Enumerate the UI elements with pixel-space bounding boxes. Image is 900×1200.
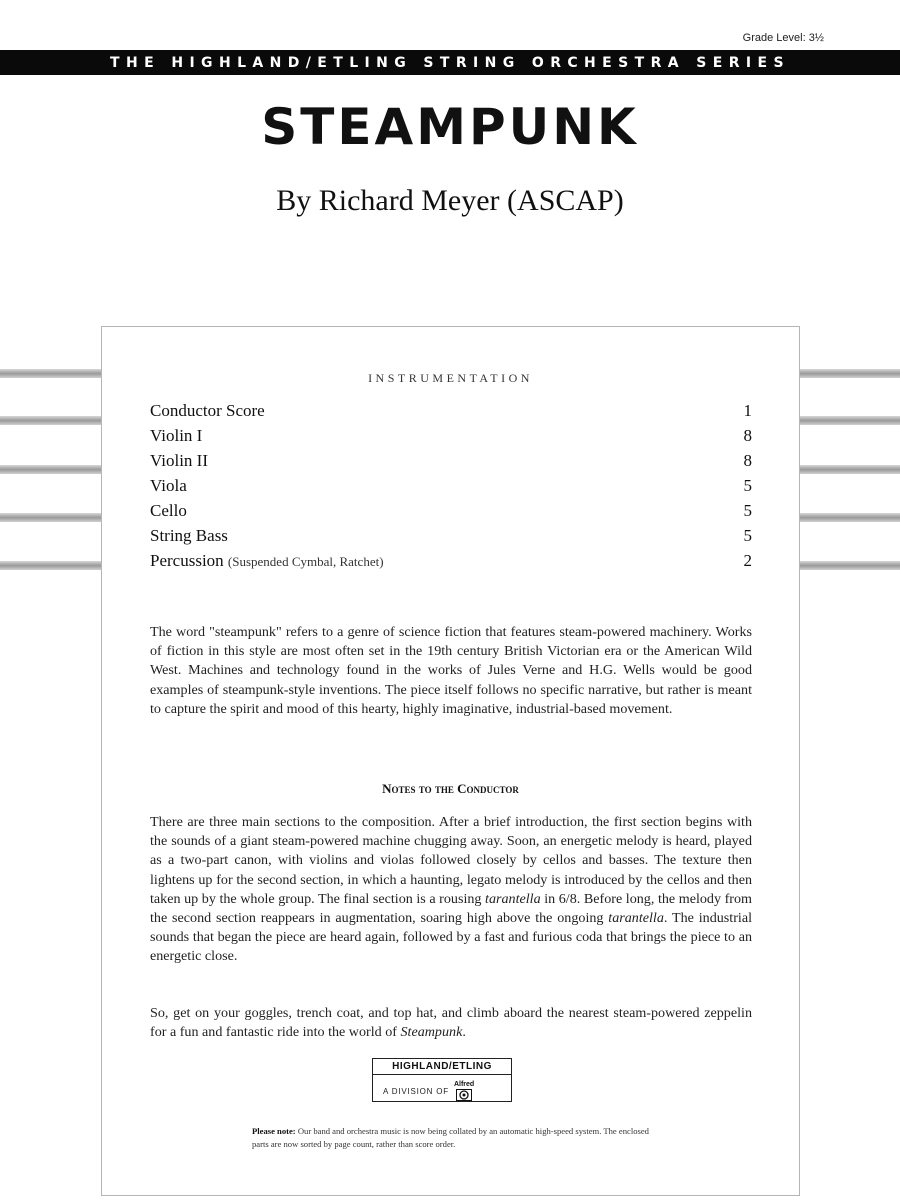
content-panel [101, 326, 800, 1196]
description-paragraph: The word "steampunk" refers to a genre of science fiction that features steam-powered machinery. Works of fiction in this style are most often set in the 19th century British Victorian era or the American Wild West. Machines and technology found in the works of Jules Verne and H.G. Wells would be good examples of steampunk-style inventions. The piece itself follows no specific narrative, but rather is meant to capture the spirit and mood of this hearty, highly imaginative, industrial-based movement. [150, 624, 752, 717]
grade-level: Grade Level: 3½ [742, 32, 824, 44]
instrument-detail: (Suspended Cymbal, Ratchet) [227, 554, 384, 569]
alfred-logo-icon: Alfred [454, 1081, 474, 1101]
collation-note: Please note: Our band and orchestra music is now being collated by an automatic high-speed system. The enclosed parts are now sorted by page count, rather than score order. [252, 1126, 649, 1149]
instrument-name: Conductor Score [150, 401, 265, 420]
instrument-row [150, 401, 752, 426]
instrument-row [150, 501, 752, 526]
staff-line-decoration [800, 369, 900, 378]
instrument-count: 8 [743, 451, 752, 470]
staff-line-decoration [0, 465, 102, 474]
staff-line-decoration [800, 513, 900, 522]
instrument-row [150, 551, 752, 576]
composer-byline: By Richard Meyer (ASCAP) [276, 184, 624, 217]
series-banner: THE HIGHLAND/ETLING STRING ORCHESTRA SERIES [0, 50, 900, 75]
instrument-count: 5 [743, 501, 752, 520]
notes-paragraph: There are three main sections to the composition. After a brief introduction, the first section begins with the sounds of a giant steam-powered machine chugging away. Soon, an energetic melody is heard, played as a two-part canon, with violins and violas followed closely by cellos and basses. The texture then lightens up for the second section, in which a haunting, legato melody is introduced by the cellos and then taken up by the whole group. The final section is a rousing tarantella in 6/8. Before long, the melody from the second section reappears in augmentation, soaring high above the ongoing tarantella. The industrial sounds that began the piece are heard again, followed by a fast and furious coda that brings the piece to an energetic close. [150, 814, 752, 965]
instrument-row [150, 426, 752, 451]
staff-line-decoration [0, 513, 102, 522]
instrument-count: 8 [743, 426, 752, 445]
instrument-row [150, 451, 752, 476]
piece-title: STEAMPUNK [261, 98, 639, 156]
instrument-name: Violin I [150, 426, 203, 445]
instrument-row [150, 526, 752, 551]
instrumentation-heading: INSTRUMENTATION [368, 371, 533, 385]
instrument-row [150, 476, 752, 501]
instrument-count: 5 [743, 526, 752, 545]
instrument-name: String Bass [150, 526, 228, 545]
staff-line-decoration [800, 465, 900, 474]
instrument-count: 5 [743, 476, 752, 495]
notes-heading: Notes to the Conductor [382, 781, 519, 796]
staff-line-decoration [800, 416, 900, 425]
instrument-name: Percussion (Suspended Cymbal, Ratchet) [150, 551, 384, 570]
instrument-name: Viola [150, 476, 187, 495]
staff-line-decoration [800, 561, 900, 570]
publisher-logo: HIGHLAND/ETLING A DIVISION OF Alfred [372, 1058, 512, 1102]
instrumentation-list [150, 401, 752, 576]
staff-line-decoration [0, 416, 102, 425]
instrument-name: Cello [150, 501, 187, 520]
instrument-name: Violin II [150, 451, 208, 470]
instrument-count: 2 [743, 551, 752, 570]
staff-line-decoration [0, 369, 102, 378]
closing-paragraph: So, get on your goggles, trench coat, and top hat, and climb aboard the nearest steam-powered zeppelin for a fun and fantastic ride into the world of Steampunk. [150, 1005, 752, 1041]
instrument-count: 1 [743, 401, 752, 420]
staff-line-decoration [0, 561, 102, 570]
